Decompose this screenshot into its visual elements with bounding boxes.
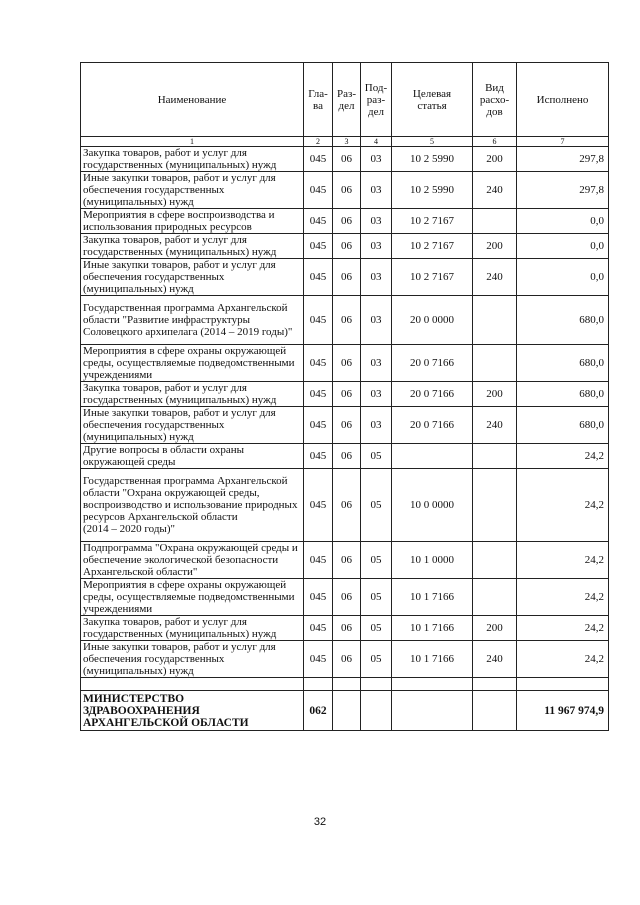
header-podrazdel: Под- раз- дел	[361, 63, 392, 137]
cell-cs	[392, 444, 473, 469]
cell-ch: 045	[304, 542, 333, 579]
empty-cell	[392, 678, 473, 691]
header-vid-raskhodov: Вид расхо- дов	[473, 63, 517, 137]
table-row	[81, 172, 609, 209]
cell-cs: 10 1 7166	[392, 641, 473, 678]
cell-vr: 200	[473, 382, 517, 407]
cell-sum: 0,0	[517, 259, 609, 296]
table-row	[81, 407, 609, 444]
cell-name: Мероприятия в сфере охраны окружающей среды, осуществляемые подведомственными учреждениями	[81, 579, 304, 616]
table-row	[81, 641, 609, 678]
cell-pr: 05	[361, 641, 392, 678]
cell-ch: 045	[304, 172, 333, 209]
cell-rz: 06	[333, 172, 361, 209]
col-number: 6	[473, 137, 517, 147]
empty-cell	[361, 691, 392, 731]
cell-name: Другие вопросы в области охраны окружающей среды	[81, 444, 304, 469]
cell-sum: 24,2	[517, 641, 609, 678]
cell-rz: 06	[333, 382, 361, 407]
cell-pr: 03	[361, 296, 392, 345]
cell-rz: 06	[333, 259, 361, 296]
cell-ch: 045	[304, 147, 333, 172]
table-row	[81, 444, 609, 469]
cell-cs: 20 0 7166	[392, 407, 473, 444]
cell-sum: 0,0	[517, 234, 609, 259]
cell-sum: 0,0	[517, 209, 609, 234]
cell-pr: 03	[361, 259, 392, 296]
cell-ch: 045	[304, 209, 333, 234]
cell-rz: 06	[333, 616, 361, 641]
cell-cs: 10 2 7167	[392, 234, 473, 259]
cell-ch: 045	[304, 641, 333, 678]
empty-cell	[473, 678, 517, 691]
cell-name: Государственная программа Архангельской области "Охрана окружающей среды, воспроизводство и использование природных ресурсов Архангельской области (2014 – 2020 годы)"	[81, 469, 304, 542]
cell-name: Закупка товаров, работ и услуг для государственных (муниципальных) нужд	[81, 382, 304, 407]
cell-vr: 200	[473, 147, 517, 172]
empty-cell	[333, 678, 361, 691]
table-row	[81, 259, 609, 296]
ministry-sum: 11 967 974,9	[517, 691, 609, 731]
cell-pr: 03	[361, 382, 392, 407]
cell-name: Мероприятия в сфере охраны окружающей среды, осуществляемые подведомственными учреждениями	[81, 345, 304, 382]
cell-rz: 06	[333, 407, 361, 444]
page-number: 32	[313, 816, 327, 828]
cell-name: Иные закупки товаров, работ и услуг для обеспечения государственных (муниципальных) нужд	[81, 172, 304, 209]
cell-name: Подпрограмма "Охрана окружающей среды и обеспечение экологической безопасности Архангельской области"	[81, 542, 304, 579]
cell-ch: 045	[304, 382, 333, 407]
cell-sum: 24,2	[517, 469, 609, 542]
table-row	[81, 469, 609, 542]
empty-cell	[392, 691, 473, 731]
cell-rz: 06	[333, 444, 361, 469]
cell-cs: 10 0 0000	[392, 469, 473, 542]
cell-pr: 05	[361, 616, 392, 641]
cell-cs: 10 1 7166	[392, 579, 473, 616]
cell-vr	[473, 579, 517, 616]
cell-sum: 680,0	[517, 296, 609, 345]
col-number: 4	[361, 137, 392, 147]
table-row	[81, 234, 609, 259]
table-row	[81, 579, 609, 616]
table-row	[81, 147, 609, 172]
cell-cs: 10 1 0000	[392, 542, 473, 579]
cell-name: Иные закупки товаров, работ и услуг для обеспечения государственных (муниципальных) нужд	[81, 407, 304, 444]
cell-sum: 297,8	[517, 172, 609, 209]
cell-vr: 240	[473, 407, 517, 444]
cell-ch: 045	[304, 579, 333, 616]
header-row	[81, 63, 609, 137]
cell-cs: 10 1 7166	[392, 616, 473, 641]
cell-pr: 05	[361, 444, 392, 469]
cell-ch: 045	[304, 469, 333, 542]
empty-cell	[333, 691, 361, 731]
cell-cs: 20 0 7166	[392, 345, 473, 382]
table-row	[81, 209, 609, 234]
header-ispolneno: Исполнено	[517, 63, 609, 137]
col-number: 7	[517, 137, 609, 147]
cell-name: Иные закупки товаров, работ и услуг для обеспечения государственных (муниципальных) нужд	[81, 259, 304, 296]
empty-cell	[517, 678, 609, 691]
cell-cs: 10 2 5990	[392, 147, 473, 172]
table-row	[81, 296, 609, 345]
col-number: 3	[333, 137, 361, 147]
cell-name: Государственная программа Архангельской области "Развитие инфраструктуры Соловецкого архипелага (2014 – 2019 годы)"	[81, 296, 304, 345]
cell-pr: 03	[361, 345, 392, 382]
cell-vr	[473, 296, 517, 345]
header-name: Наименование	[81, 63, 304, 137]
cell-rz: 06	[333, 147, 361, 172]
cell-cs: 20 0 0000	[392, 296, 473, 345]
cell-sum: 24,2	[517, 444, 609, 469]
cell-ch: 045	[304, 345, 333, 382]
cell-sum: 24,2	[517, 616, 609, 641]
cell-pr: 03	[361, 209, 392, 234]
cell-pr: 05	[361, 469, 392, 542]
empty-cell	[81, 678, 304, 691]
cell-sum: 680,0	[517, 345, 609, 382]
cell-ch: 045	[304, 444, 333, 469]
cell-vr: 200	[473, 616, 517, 641]
cell-vr	[473, 345, 517, 382]
cell-rz: 06	[333, 234, 361, 259]
table-row	[81, 345, 609, 382]
cell-rz: 06	[333, 345, 361, 382]
table-row	[81, 616, 609, 641]
cell-cs: 10 2 7167	[392, 209, 473, 234]
empty-cell	[304, 678, 333, 691]
empty-cell	[473, 691, 517, 731]
cell-ch: 045	[304, 296, 333, 345]
cell-pr: 03	[361, 407, 392, 444]
cell-name: Закупка товаров, работ и услуг для государственных (муниципальных) нужд	[81, 147, 304, 172]
col-number: 2	[304, 137, 333, 147]
header-glava: Гла- ва	[304, 63, 333, 137]
cell-pr: 03	[361, 234, 392, 259]
empty-cell	[361, 678, 392, 691]
cell-vr	[473, 542, 517, 579]
cell-rz: 06	[333, 296, 361, 345]
cell-cs: 10 2 7167	[392, 259, 473, 296]
table-row	[81, 382, 609, 407]
cell-ch: 045	[304, 616, 333, 641]
cell-ch: 045	[304, 234, 333, 259]
header-razdel: Раз- дел	[333, 63, 361, 137]
budget-execution-table	[80, 62, 609, 731]
cell-vr: 240	[473, 641, 517, 678]
cell-rz: 06	[333, 209, 361, 234]
cell-sum: 24,2	[517, 542, 609, 579]
header-tselevaya-statya: Целевая статья	[392, 63, 473, 137]
cell-vr: 240	[473, 259, 517, 296]
cell-ch: 045	[304, 259, 333, 296]
cell-rz: 06	[333, 641, 361, 678]
ministry-chapter: 062	[304, 691, 333, 731]
cell-rz: 06	[333, 579, 361, 616]
column-number-row	[81, 137, 609, 147]
ministry-row	[81, 691, 609, 731]
spacer-row	[81, 678, 609, 691]
ministry-name: МИНИСТЕРСТВО ЗДРАВООХРАНЕНИЯ АРХАНГЕЛЬСКОЙ ОБЛАСТИ	[81, 691, 304, 731]
col-number: 1	[81, 137, 304, 147]
table-row	[81, 542, 609, 579]
cell-pr: 03	[361, 147, 392, 172]
cell-sum: 297,8	[517, 147, 609, 172]
cell-vr: 200	[473, 234, 517, 259]
cell-vr	[473, 469, 517, 542]
cell-name: Закупка товаров, работ и услуг для государственных (муниципальных) нужд	[81, 616, 304, 641]
cell-pr: 03	[361, 172, 392, 209]
cell-ch: 045	[304, 407, 333, 444]
cell-rz: 06	[333, 542, 361, 579]
cell-vr: 240	[473, 172, 517, 209]
cell-cs: 10 2 5990	[392, 172, 473, 209]
cell-name: Иные закупки товаров, работ и услуг для обеспечения государственных (муниципальных) нужд	[81, 641, 304, 678]
cell-sum: 680,0	[517, 407, 609, 444]
cell-sum: 680,0	[517, 382, 609, 407]
col-number: 5	[392, 137, 473, 147]
cell-cs: 20 0 7166	[392, 382, 473, 407]
cell-sum: 24,2	[517, 579, 609, 616]
cell-pr: 05	[361, 579, 392, 616]
cell-name: Мероприятия в сфере воспроизводства и использования природных ресурсов	[81, 209, 304, 234]
cell-vr	[473, 444, 517, 469]
cell-rz: 06	[333, 469, 361, 542]
cell-pr: 05	[361, 542, 392, 579]
cell-vr	[473, 209, 517, 234]
cell-name: Закупка товаров, работ и услуг для государственных (муниципальных) нужд	[81, 234, 304, 259]
